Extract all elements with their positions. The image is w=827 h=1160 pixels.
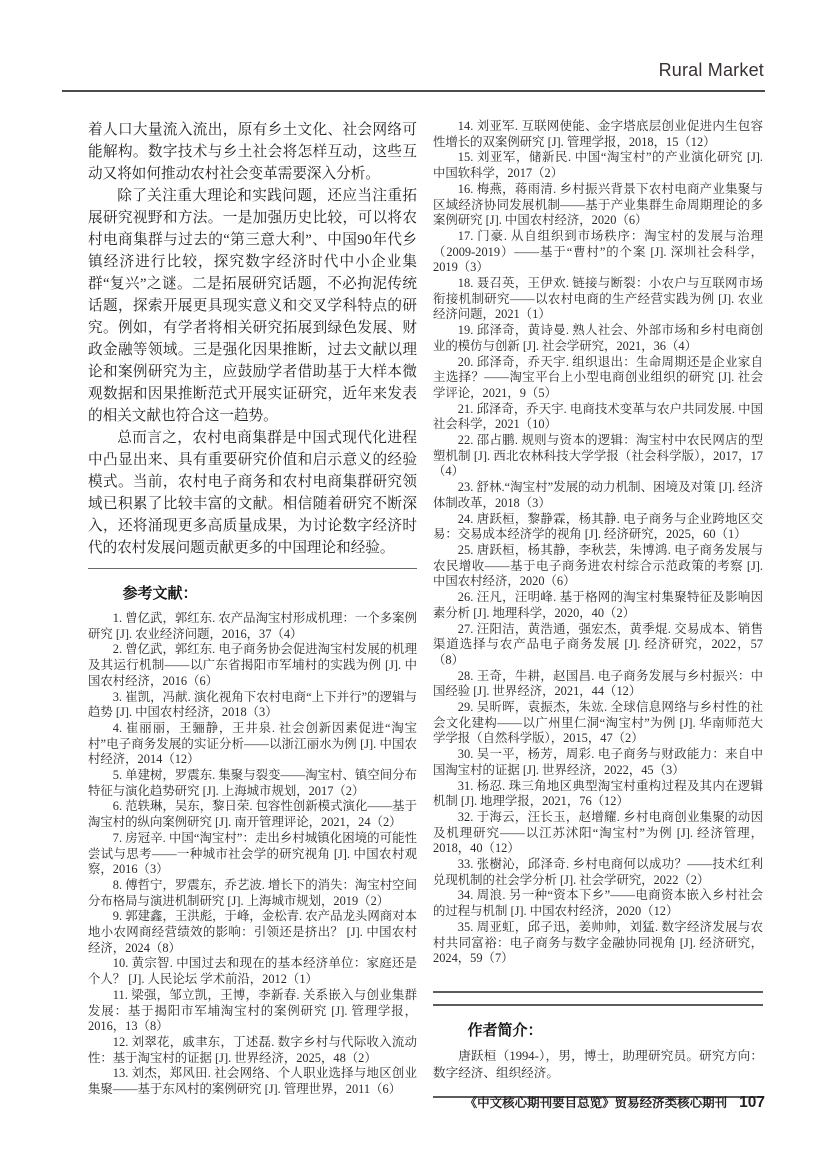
journal-note: 《中文核心期刊要目总览》贸易经济类核心期刊 (464, 1096, 728, 1110)
page-footer (465, 1093, 765, 1112)
author-section-top-rule (433, 991, 763, 1006)
body-paragraph: 除了关注重大理论和实践问题，还应当注重拓展研究视野和方法。一是加强历史比较，可以将农村电商集群与过去的“第三意大利”、中国90年代乡镇经济进行比较，探究数字经济时代中小企业集群“复兴”之谜。二是拓展研究话题，不必拘泥传统话题，探索开展更具现实意义和交叉学科特点的研究。例如，有学者将相关研究拓展到绿色发展、财政金融等领域。三是强化因果推断，过去文献以理论和案例研究为主，应鼓励学者借助基于大样本微观数据和因果推断范式开展实证研究，近年来发表的相关文献也符合这一趋势。 (88, 188, 417, 424)
left-column (88, 119, 417, 1098)
body-paragraph: 着人口大量流入流出，原有乡土文化、社会网络可能解构。数字技术与乡土社会将怎样互动，这些互动又将如何推动农村社会变革需要深入分析。 (88, 122, 417, 182)
reference-item: 21. 邱泽奇，乔天宇. 电商技术变革与农户共同发展. 中国社会科学，2021（10） (433, 401, 763, 432)
author-bio: 唐跃桓（1994-），男，博士，助理研究员。研究方向：数字经济、组织经济。 (433, 1048, 763, 1080)
reference-item: 11. 梁强，邹立凯，王博，李新春. 关系嵌入与创业集群发展：基于揭阳市军埔淘宝村的案例研究 [J]. 管理学报，2016，13（8） (88, 987, 417, 1034)
header-rule (62, 90, 765, 92)
reference-item: 6. 范轶琳，吴东，黎日荣. 包容性创新模式演化——基于淘宝村的纵向案例研究 [J]. 南开管理评论，2021，24（2） (88, 799, 417, 830)
references-divider (88, 568, 417, 569)
references-heading: 参考文献： (122, 585, 198, 602)
reference-item: 13. 刘杰，郑风田. 社会网络、个人职业选择与地区创业集聚——基于东风村的案例研究 [J]. 管理世界，2011（6） (88, 1066, 417, 1097)
reference-item: 7. 房冠辛. 中国“淘宝村”：走出乡村城镇化困境的可能性尝试与思考——一种城市社会学的研究视角 [J]. 中国农村观察，2016（3） (88, 830, 417, 877)
reference-item: 28. 王奇，牛耕，赵国昌. 电子商务发展与乡村振兴：中国经验 [J]. 世界经济，2021，44（12） (433, 668, 763, 699)
reference-item: 27. 汪阳洁，黄浩通，强宏杰，黄季焜. 交易成本、销售渠道选择与农产品电子商务发展 [J]. 经济研究，2022，57（8） (433, 621, 763, 667)
reference-item: 20. 邱泽奇，乔天宇. 组织退出：生命周期还是企业家自主选择？——淘宝平台上小型电商创业组织的研究 [J]. 社会学评论，2021，9（5） (433, 354, 763, 400)
reference-item: 22. 邵占鹏. 规则与资本的逻辑：淘宝村中农民网店的型塑机制 [J]. 西北农林科技大学学报（社会科学版），2017，17（4） (433, 433, 763, 479)
reference-item: 33. 张樹沁，邱泽奇. 乡村电商何以成功？——技术红利兑现机制的社会学分析 [J]. 社会学研究，2022（2） (433, 857, 763, 887)
reference-item: 3. 崔凯，冯献. 演化视角下农村电商“上下并行”的逻辑与趋势 [J]. 中国农村经济，2018（3） (88, 689, 417, 720)
reference-item: 23. 舒林.“淘宝村”发展的动力机制、困境及对策 [J]. 经济体制改革，2018（3） (433, 480, 763, 510)
page-number: 107 (739, 1094, 765, 1111)
reference-item: 25. 唐跃桓，杨其静，李秋芸，朱博鸿. 电子商务发展与农民增收——基于电子商务进农村综合示范政策的考察 [J]. 中国农村经济，2020（6） (433, 542, 763, 589)
reference-item: 35. 周亚虹，邱子迅，姜帅帅，刘猛. 数字经济发展与农村共同富裕：电子商务与数字金融协同视角 [J]. 经济研究，2024，59（7） (433, 919, 763, 966)
reference-item: 10. 黄宗智. 中国过去和现在的基本经济单位：家庭还是个人？ [J]. 人民论坛 学术前沿，2012（1） (88, 956, 417, 987)
author-section (433, 991, 763, 1098)
reference-item: 30. 吴一平，杨芳，周彩. 电子商务与财政能力：来自中国淘宝村的证据 [J]. 世界经济，2022，45（3） (433, 747, 763, 777)
reference-item: 16. 梅燕，蒋雨清. 乡村振兴背景下农村电商产业集聚与区域经济协同发展机制——基于产业集群生命周期理论的多案例研究 [J]. 中国农村经济，2020（6） (433, 181, 763, 228)
reference-item: 15. 刘亚军，储新民. 中国“淘宝村”的产业演化研究 [J]. 中国软科学，2017（2） (433, 150, 763, 181)
running-head: Rural Market (658, 60, 764, 80)
reference-item: 8. 傅哲宁，罗震东，乔艺波. 增长下的消失：淘宝村空间分布格局与演进机制研究 [J]. 上海城市规划，2019（2） (88, 877, 417, 908)
reference-item: 34. 周浪. 另一种“资本下乡”——电商资本嵌入乡村社会的过程与机制 [J]. 中国农村经济，2020（12） (433, 888, 763, 919)
right-column (433, 119, 763, 1098)
reference-item: 12. 刘翠花，戚聿东，丁述磊. 数字乡村与代际收入流动性：基于淘宝村的证据 [J]. 世界经济，2025，48（2） (88, 1034, 417, 1065)
reference-item: 32. 于海云，汪长玉，赵增耀. 乡村电商创业集聚的动因及机理研究——以江苏沭阳“淘宝村”为例 [J]. 经济管理，2018，40（12） (433, 809, 763, 856)
reference-item: 17. 门豪. 从自组织到市场秩序：淘宝村的发展与治理（2009-2019）——基于“曹村”的个案 [J]. 深圳社会科学，2019（3） (433, 228, 763, 275)
reference-item: 26. 汪凡，汪明峰. 基于格网的淘宝村集聚特征及影响因素分析 [J]. 地理科学，2020，40（2） (433, 590, 763, 620)
reference-item: 2. 曾亿武，郭红东. 电子商务协会促进淘宝村发展的机理及其运行机制——以广东省揭阳市军埔村的实践为例 [J]. 中国农村经济，2016（6） (88, 642, 417, 688)
reference-item: 5. 单建树，罗震东. 集聚与裂变——淘宝村、镇空间分布特征与演化趋势研究 [J]. 上海城市规划，2017（2） (88, 768, 417, 798)
reference-item: 1. 曾亿武，郭红东. 农产品淘宝村形成机理：一个多案例研究 [J]. 农业经济问题，2016，37（4） (88, 611, 417, 641)
reference-item: 18. 聂召英，王伊欢. 链接与断裂：小农户与互联网市场衔接机制研究——以农村电商的生产经营实践为例 [J]. 农业经济问题，2021（1） (433, 276, 763, 322)
reference-item: 14. 刘亚军. 互联网使能、金字塔底层创业促进内生包容性增长的双案例研究 [J]. 管理学报，2018，15（12） (433, 119, 763, 149)
reference-item: 19. 邱泽奇，黄诗曼. 熟人社会、外部市场和乡村电商创业的模仿与创新 [J]. 社会学研究，2021，36（4） (433, 323, 763, 353)
reference-item: 24. 唐跃桓，黎静霖，杨其静. 电子商务与企业跨地区交易：交易成本经济学的视角 [J]. 经济研究，2025，60（1） (433, 511, 763, 542)
reference-item: 31. 杨忍. 珠三角地区典型淘宝村重构过程及其内在逻辑机制 [J]. 地理学报，2021，76（12） (433, 778, 763, 809)
author-heading: 作者简介： (467, 1021, 543, 1039)
reference-item: 4. 崔丽丽，王骊静，王井泉. 社会创新因素促进“淘宝村”电子商务发展的实证分析——以浙江丽水为例 [J]. 中国农村经济，2014（12） (88, 720, 417, 767)
reference-item: 9. 郭建鑫，王洪彪，于峰，金松青. 农产品龙头网商对本地小农网商经营绩效的影响：引领还是挤出？ [J]. 中国农村经济，2024（8） (88, 909, 417, 955)
reference-item: 29. 吴昕晖，袁振杰，朱竑. 全球信息网络与乡村性的社会文化建构——以广州里仁洞“淘宝村”为例 [J]. 华南师范大学学报（自然科学版），2015，47（2） (433, 700, 763, 746)
body-paragraph: 总而言之，农村电商集群是中国式现代化进程中凸显出来、具有重要研究价值和启示意义的经验模式。当前，农村电子商务和农村电商集群研究领域已积累了比较丰富的文献。相信随着研究不断深入，还将涌现更多高质量成果，为讨论数字经济时代的农村发展问题贡献更多的中国理论和经验。 (88, 430, 417, 556)
